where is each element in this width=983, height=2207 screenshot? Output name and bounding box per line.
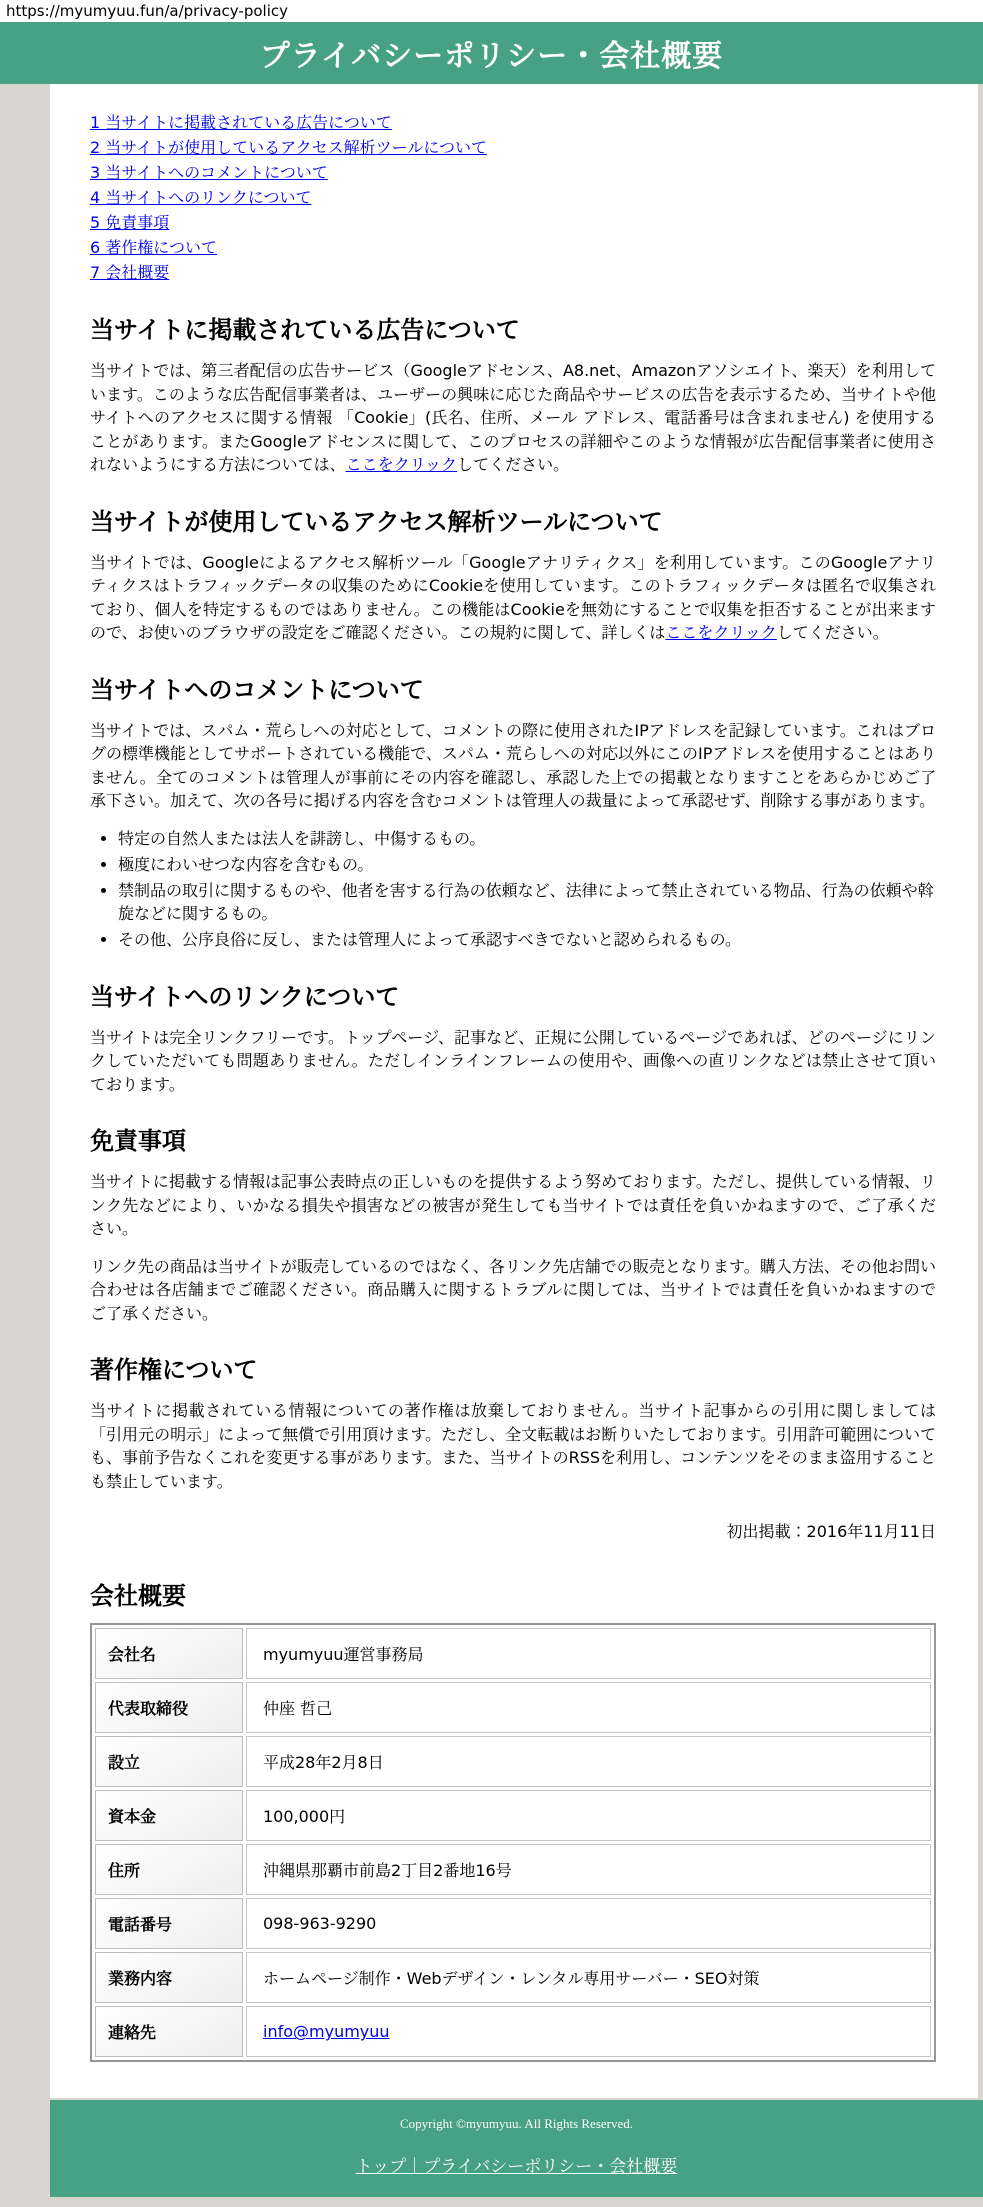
- table-row: [95, 1736, 931, 1787]
- toc-link-analytics[interactable]: 2 当サイトが使用しているアクセス解析ツールについて: [90, 138, 488, 157]
- table-row: [95, 1898, 931, 1949]
- disclaimer-paragraph-1: 当サイトに掲載する情報は記事公表時点の正しいものを提供するよう努めております。ただし、提供している情報、リンク先などにより、いかなる損失や損害などの被害が発生しても当サイトでは責任を負いかねますので、ご了承ください。: [90, 1172, 936, 1239]
- list-item: • 特定の自然人または法人を誹謗し、中傷するもの。: [118, 827, 936, 850]
- toc-link-links[interactable]: 4 当サイトへのリンクについて: [90, 188, 312, 207]
- row-value: 沖縄県那覇市前島2丁目2番地16号: [246, 1844, 931, 1895]
- here-click-link-ads[interactable]: ここをクリック: [345, 455, 458, 475]
- row-label: 設立: [95, 1736, 243, 1787]
- first-published-date: 初出掲載：2016年11月11日: [726, 1522, 936, 1542]
- page-title: プライバシーポリシー・会社概要: [259, 39, 724, 74]
- toc-item: [90, 110, 936, 135]
- toc-item: [90, 235, 936, 260]
- row-value: myumyuu運営事務局: [246, 1628, 931, 1679]
- section-heading-ads: 当サイトに掲載されている広告について: [90, 316, 520, 344]
- section-heading-disclaimer: 免責事項: [90, 1127, 186, 1156]
- copyright-notice: Copyright ©myumyuu. All Rights Reserved.: [399, 2116, 634, 2132]
- copyright-paragraph: 当サイトに掲載されている情報についての著作権は放棄しておりません。当サイト記事からの引用に関しましては「引用元の明示」によって無償で引用頂けます。ただし、全文転載はお断りいたしております。引用許可範囲についても、事前予告なくこれを変更する事があります。また、当サイトのRSSを利用し、コンテンツをそのまま盗用することも禁止しています。: [90, 1401, 936, 1491]
- list-item: • 極度にわいせつな内容を含むもの。: [118, 853, 936, 876]
- section-heading-company: 会社概要: [90, 1582, 186, 1611]
- row-label: 代表取締役: [95, 1682, 243, 1733]
- here-click-link-analytics[interactable]: ここをクリック: [665, 623, 777, 643]
- footer-nav: [50, 2152, 983, 2177]
- toc-link-copyright[interactable]: 6 著作権について: [90, 238, 217, 257]
- section-heading-copyright: 著作権について: [90, 1356, 258, 1385]
- table-row: [95, 2006, 931, 2057]
- company-table: [90, 1623, 936, 2062]
- row-label: 連絡先: [95, 2006, 243, 2057]
- toc-item: [90, 260, 936, 285]
- section-heading-comments: 当サイトへのコメントについて: [90, 675, 424, 704]
- ads-text-before: 当サイトでは、第三者配信の広告サービス（Googleアドセンス、A8.net、Amazonアソシエイト、楽天）を利用しています。このような広告配信事業者は、ユーザーの興味に応じた商品やサービスの広告を表示するため、当サイトや他サイトへのアクセスに関する情報 「Cookie」(氏名、住所、メール アドレス、電話番号は含まれません) を使用することがあります。またGoogleアドセンスに関して、このプロセスの詳細やこのような情報が広告配信事業者に使用されないようにする方法については、: [90, 361, 936, 475]
- analytics-text-before: 当サイトでは、Googleによるアクセス解析ツール「Googleアナリティクス」を利用しています。このGoogleアナリティクスはトラフィックデータの収集のためにCookieを使用しています。このトラフィックデータは匿名で収集されており、個人を特定するものではありません。この機能はCookieを無効にすることで収集を拒否することが出来ますので、お使いのブラウザの設定をご確認ください。この規約に関して、詳しくは: [90, 552, 936, 643]
- content-panel: [50, 84, 978, 2098]
- toc-item: [90, 135, 936, 160]
- row-label: 業務内容: [95, 1952, 243, 2003]
- toc-link-ads[interactable]: 1 当サイトに掲載されている広告について: [90, 113, 392, 132]
- browser-address-bar[interactable]: [0, 0, 983, 22]
- toc-link-comments[interactable]: 3 当サイトへのコメントについて: [90, 163, 328, 182]
- table-row: [95, 1844, 931, 1895]
- toc-item: [90, 160, 936, 185]
- table-of-contents: [90, 110, 936, 285]
- section-heading-links: 当サイトへのリンクについて: [90, 982, 400, 1011]
- row-value: 平成28年2月8日: [246, 1736, 931, 1787]
- list-item: • その他、公序良俗に反し、または管理人によって承認すべきでないと認められるもの。: [118, 928, 936, 951]
- footer-nav-link[interactable]: トップ｜プライバシーポリシー・会社概要: [355, 2157, 678, 2178]
- toc-link-company[interactable]: 7 会社概要: [90, 263, 170, 282]
- analytics-paragraph: [90, 551, 936, 645]
- row-value: 098-963-9290: [246, 1898, 931, 1949]
- address-url: https://myumyuu.fun/a/privacy-policy: [6, 2, 288, 20]
- table-row: [95, 1790, 931, 1841]
- site-header: [0, 22, 983, 84]
- toc-link-disclaimer[interactable]: 5 免責事項: [90, 213, 170, 232]
- section-heading-analytics: 当サイトが使用しているアクセス解析ツールについて: [90, 507, 663, 536]
- table-row: [95, 1952, 931, 2003]
- table-row: [95, 1628, 931, 1679]
- table-row: [95, 1682, 931, 1733]
- analytics-text-after: してください。: [776, 623, 889, 643]
- comments-paragraph: 当サイトでは、スパム・荒らしへの対応として、コメントの際に使用されたIPアドレスを記録しています。これはブログの標準機能としてサポートされている機能で、スパム・荒らしへの対応以外にこのIPアドレスを使用することはありません。全てのコメントは管理人が事前にその内容を確認し、承認した上での掲載となりますことをあらかじめご了承下さい。加えて、次の各号に掲げる内容を含むコメントは管理人の裁量によって承認せず、削除する事があります。: [90, 720, 936, 811]
- row-value: 100,000円: [246, 1790, 931, 1841]
- row-value: [246, 2006, 931, 2057]
- row-label: 住所: [95, 1844, 243, 1895]
- row-value: ホームページ制作・Webデザイン・レンタル専用サーバー・SEO対策: [246, 1952, 931, 2003]
- list-item: • 禁制品の取引に関するものや、他者を害する行為の依頼など、法律によって禁止されている物品、行為の依頼や斡旋などに関するもの。: [118, 879, 936, 925]
- row-label: 電話番号: [95, 1898, 243, 1949]
- ads-paragraph: [90, 359, 936, 477]
- email-link[interactable]: info@myumyuu: [263, 2022, 390, 2042]
- disclaimer-paragraph-2: リンク先の商品は当サイトが販売しているのではなく、各リンク先店舗での販売となります。購入方法、その他お問い合わせは各店舗までご確認ください。商品購入に関するトラブルに関しては、当サイトでは責任を負いかねますのでご了承ください。: [90, 1256, 936, 1323]
- site-footer: [50, 2100, 983, 2197]
- comment-rules-list: [98, 827, 936, 952]
- row-label: 資本金: [95, 1790, 243, 1841]
- toc-item: [90, 185, 936, 210]
- row-value: 仲座 哲己: [246, 1682, 931, 1733]
- ads-text-after: してください。: [457, 455, 570, 475]
- toc-item: [90, 210, 936, 235]
- links-paragraph: 当サイトは完全リンクフリーです。トップページ、記事など、正規に公開しているページであれば、どのページにリンクしていただいても問題ありません。ただしインラインフレームの使用や、画像への直リンクなどは禁止させて頂いております。: [90, 1027, 936, 1094]
- row-label: 会社名: [95, 1628, 243, 1679]
